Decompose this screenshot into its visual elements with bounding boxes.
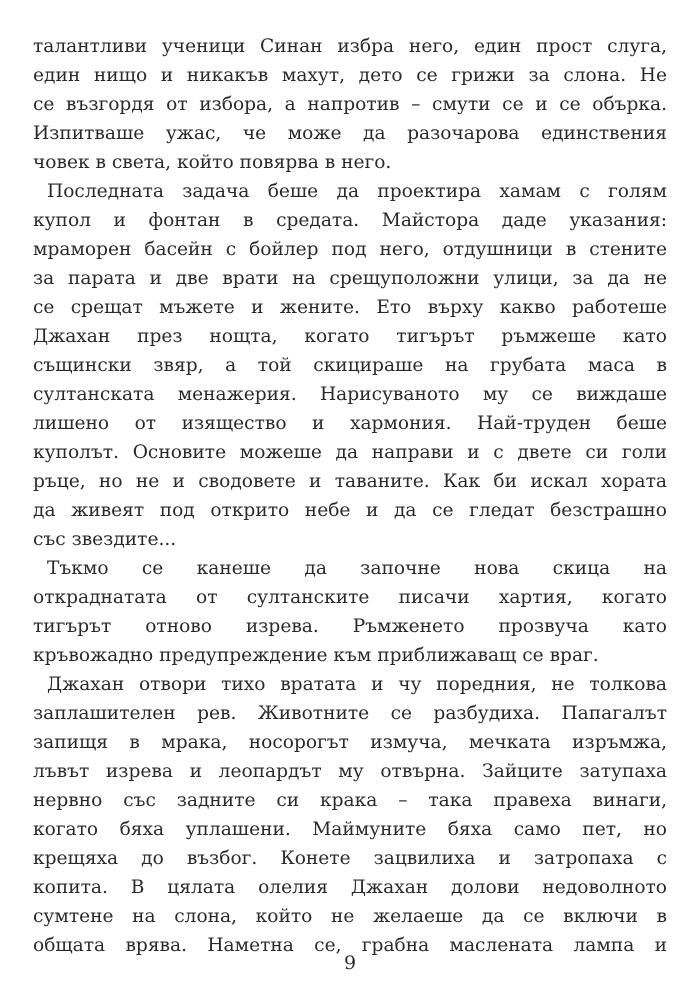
text-line: крещяха до възбог. Конете зацвилиха и затропаха с bbox=[33, 848, 667, 869]
text-line: се срещат мъжете и жените. Ето върху какво работеше bbox=[33, 297, 667, 318]
text-line: талантливи ученици Синан избра него, един прост слуга, bbox=[33, 36, 667, 57]
text-line: да живеят под открито небе и да се гледат безстрашно bbox=[33, 500, 667, 521]
text-line: сумтене на слона, който не желаеше да се включи в bbox=[33, 906, 667, 927]
text-line: Изпитваше ужас, че може да разочарова единствения bbox=[33, 123, 667, 144]
text-line: със звездите... bbox=[33, 529, 177, 550]
text-line: копита. В цялата олелия Джахан долови недоволното bbox=[33, 877, 667, 898]
paragraph bbox=[33, 670, 667, 960]
text-line: тигърът отново изрева. Ръмженето прозвуча като bbox=[33, 616, 667, 637]
page-number: 9 bbox=[343, 952, 357, 974]
text-line: Джахан отвори тихо вратата и чу поредния, не толкова bbox=[47, 674, 667, 695]
text-line: запищя в мрака, носорогът измуча, мечката изръмжа, bbox=[33, 732, 667, 753]
text-line: се възгордя от избора, а напротив – смути се и се обърка. bbox=[33, 94, 667, 115]
text-line: същински звяр, а той скицираше на грубата маса в bbox=[33, 355, 667, 376]
text-line: султанската менажерия. Нарисуваното му се виждаше bbox=[33, 384, 667, 405]
text-line: ръце, но не и сводовете и таваните. Как би искал хората bbox=[33, 471, 667, 492]
paragraph bbox=[33, 177, 667, 554]
text-line: заплашителен рев. Животните се разбудиха. Папагалът bbox=[33, 703, 667, 724]
text-line: кръвожадно предупреждение към приближаващ се враг. bbox=[33, 645, 599, 666]
text-line: човек в света, който повярва в него. bbox=[33, 152, 392, 173]
body-text bbox=[33, 32, 667, 960]
paragraph bbox=[33, 554, 667, 670]
text-line: Тъкмо се канеше да започне нова скица на bbox=[47, 558, 667, 579]
text-line: мраморен басейн с бойлер под него, отдушници в стените bbox=[33, 239, 667, 260]
text-line: нервно със задните си крака – така правеха винаги, bbox=[33, 790, 667, 811]
text-line: лишено от изящество и хармония. Най-труден беше bbox=[33, 413, 667, 434]
text-line: купол и фонтан в средата. Майстора даде указания: bbox=[33, 210, 667, 231]
text-line: Последната задача беше да проектира хамам с голям bbox=[47, 181, 667, 202]
text-line: откраднатата от султанските писачи хартия, когато bbox=[33, 587, 667, 608]
text-line: за парата и две врати на срещуположни улици, за да не bbox=[33, 268, 667, 289]
text-line: общата врява. Наметна се, грабна маслената лампа и bbox=[33, 935, 667, 956]
text-line: един нищо и никакъв махут, дето се грижи за слона. Не bbox=[33, 65, 667, 86]
text-line: лъвът изрева и леопардът му отвърна. Зайците затупаха bbox=[33, 761, 667, 782]
text-line: когато бяха уплашени. Маймуните бяха само пет, но bbox=[33, 819, 667, 840]
text-line: Джахан през нощта, когато тигърът ръмжеше като bbox=[33, 326, 667, 347]
text-line: куполът. Основите можеше да направи и с двете си голи bbox=[33, 442, 667, 463]
paragraph bbox=[33, 32, 667, 177]
